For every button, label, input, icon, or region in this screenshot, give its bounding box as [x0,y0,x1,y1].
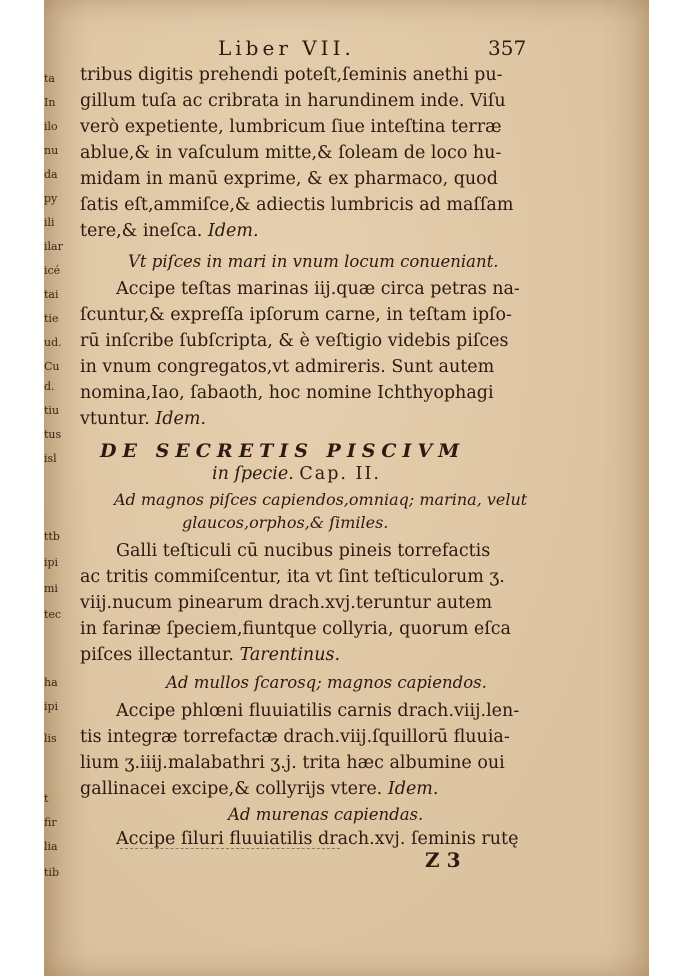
margin-fragment: tai [44,288,59,301]
section-subtitle-italic: in ſpecie. [212,464,294,484]
margin-fragment: mi [44,582,58,595]
margin-fragment: icé [44,264,61,277]
margin-fragment: ili [44,216,55,229]
margin-fragment: Cu [44,360,60,373]
text-line: Accipe teſtas marinas iij.quæ circa petras na- [116,279,520,299]
text-line: midam in manū exprime, & ex pharmaco, quod [80,169,498,189]
margin-fragment: ipi [44,700,59,713]
text-line [80,409,206,429]
dashed-rule [120,848,340,849]
running-title: Liber VII. [218,36,355,60]
text-line-content: piſces illectantur. [80,645,234,665]
margin-fragment: ttb [44,530,60,543]
section-subtitle [212,464,381,484]
text-line: lium ʒ.iiij.malabathri ʒ.j. trita hæc albumine oui [80,753,505,773]
margin-fragment: py [44,192,58,205]
text-line: in vnum congregatos,vt admireris. Sunt autem [80,357,495,377]
recipe-heading: Ad murenas capiendas. [228,805,424,824]
margin-fragment: fir [44,816,57,829]
margin-fragment: tib [44,866,59,879]
margin-fragment: ilo [44,120,58,133]
margin-fragment: nu [44,144,59,157]
text-line: ſcuntur,& expreſſa ipſorum carne, in teſtam ipſo- [80,305,512,325]
text-line: rū inſcribe ſubſcripta, & è veſtigio videbis piſces [80,331,509,351]
text-line: in farinæ ſpeciem,fiuntque collyria, quorum eſca [80,619,511,639]
margin-fragment: tus [44,428,62,441]
text-line: verò expetiente, lumbricum ſiue inteſtina terræ [80,117,502,137]
chapter-label: Cap. II. [299,464,381,484]
attribution: Idem. [387,779,439,799]
text-line-content: vtuntur. [80,409,150,429]
recipe-heading: Ad magnos piſces capiendos,omniaq; marina, velut [114,490,528,509]
margin-fragment: lis [44,732,57,745]
attribution: Idem. [207,221,259,241]
text-line: ablue,& in vaſculum mitte,& ſoleam de loco hu- [80,143,502,163]
margin-fragment: ipi [44,556,59,569]
margin-fragment: da [44,168,58,181]
text-line: nomina,Iao, ſabaoth, hoc nomine Ichthyophagi [80,383,494,403]
margin-fragment: d. [44,380,55,393]
margin-fragment: lia [44,840,58,853]
recipe-heading: Ad mullos ſcarosq; magnos capiendos. [166,673,487,692]
text-line: Accipe ſiluri fluuiatilis drach.xvj. ſeminis rutę [116,829,519,849]
text-line [80,779,438,799]
text-line: ac tritis commiſcentur, ita vt ſint teſticulorum ʒ. [80,567,505,587]
margin-fragment: tec [44,608,62,621]
text-line: Galli teſticuli cū nucibus pineis torrefactis [116,541,491,561]
margin-fragment: In [44,96,56,109]
text-line [80,645,340,665]
text-line: tribus digitis prehendi poteſt,ſeminis anethi pu- [80,65,503,85]
attribution: Tarentinus. [239,645,341,665]
margin-fragment: ha [44,676,58,689]
text-line: ſatis eſt,ammiſce,& adiectis lumbricis ad maſſam [80,195,514,215]
margin-fragment: ta [44,72,55,85]
text-line [80,221,259,241]
margin-fragment: ud. [44,336,62,349]
attribution: Idem. [155,409,206,429]
margin-fragment: tiu [44,404,60,417]
recipe-heading: Vt piſces in mari in vnum locum conueniant. [128,252,499,271]
text-line: gillum tuſa ac cribrata in harundinem inde. Viſu [80,91,506,111]
text-line: tis integræ torrefactæ drach.viij.ſquillorū fluuia- [80,727,510,747]
signature-mark: Z 3 [425,848,461,872]
recipe-heading: glaucos,orphos,& ſimiles. [182,513,389,532]
text-line-content: gallinacei excipe,& collyrijs vtere. [80,779,383,799]
text-line: Accipe phlœni fluuiatilis carnis drach.viij.len- [116,701,520,721]
margin-fragment: t [44,792,49,805]
margin-fragment: tie [44,312,59,325]
text-line: viij.nucum pinearum drach.xvj.teruntur autem [80,593,493,613]
section-title: DE SECRETIS PISCIVM [100,440,466,462]
text-line-content: tere,& ineſca. [80,221,203,241]
margin-fragment: ilar [44,240,63,253]
margin-fragment: isl [44,452,57,465]
page-number: 357 [488,36,527,60]
